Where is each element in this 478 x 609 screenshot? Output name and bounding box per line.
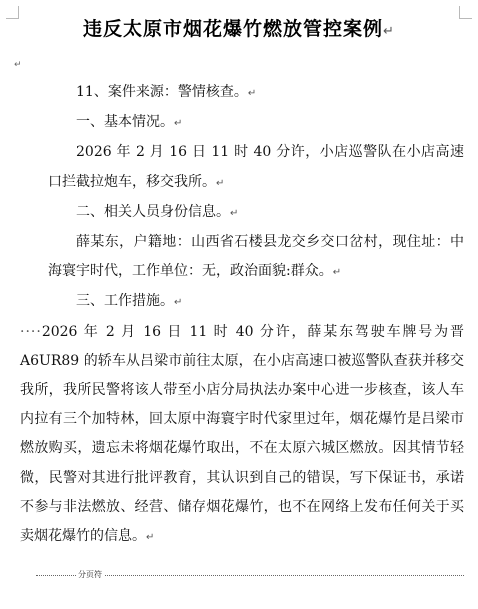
document-title[interactable] [0,14,478,41]
paragraph-mark-icon: ↵ [14,60,22,70]
section-heading-persons[interactable]: 二、相关人员身份信息。↵ [76,203,239,220]
paragraph-mark-icon: ↵ [216,177,225,189]
page-break-marker [36,569,464,579]
paragraph-mark-icon: ↵ [174,297,183,309]
document-title-text[interactable]: 违反太原市烟花爆竹燃放管控案例 [83,18,384,40]
paragraph-mark-icon: ↵ [146,532,155,544]
section-heading-measures[interactable]: 三、工作措施。↵ [76,293,183,310]
page-break-label: 分页符 [78,570,102,579]
section-heading-basic[interactable]: 一、基本情况。↵ [76,114,183,131]
document-body[interactable] [20,78,464,552]
paragraph-mark-icon: ↵ [174,118,183,130]
measures-paragraph[interactable]: ····2026 年 2 月 16 日 11 时 40 分许，薛某东驾驶车牌号为晋 A6UR89 的轿车从吕梁市前往太原，在小店高速口被巡警队查获并移交我所，我所民警将该人带至小店分局执法办案中心进一步核查，该人车内拉有三个加特林，回太原中海寰宇时代家里过年，烟花爆竹是吕梁市燃放购买，遗忘未将烟花爆竹取出，不在太原六城区燃放。因其情节轻微，民警对其进行批评教育，其认识到自己的错误，写下保证书，承诺不参与非法燃放、经营、储存烟花爆竹，也不在网络上发布任何关于买卖烟花爆竹的信息。↵ [20,323,464,545]
person-info-paragraph[interactable]: 薛某东，户籍地：山西省石楼县龙交乡交口岔村，现住址：中海寰宇时代，工作单位：无，政治面貌:群众。↵ [48,234,464,280]
paragraph-mark-icon: ↵ [383,24,395,39]
paragraph-mark-icon: ↵ [332,267,342,279]
case-source-paragraph[interactable]: 11、案件来源：警情核查。↵ [76,84,257,100]
basic-info-paragraph[interactable]: 2026 年 2 月 16 日 11 时 40 分许，小店巡警队在小店高速口拦截拉炮车，移交我所。↵ [48,144,464,190]
paragraph-mark-icon: ↵ [230,207,239,219]
paragraph-mark-icon: ↵ [247,88,257,99]
tab-marker-dots: ···· [20,323,42,340]
